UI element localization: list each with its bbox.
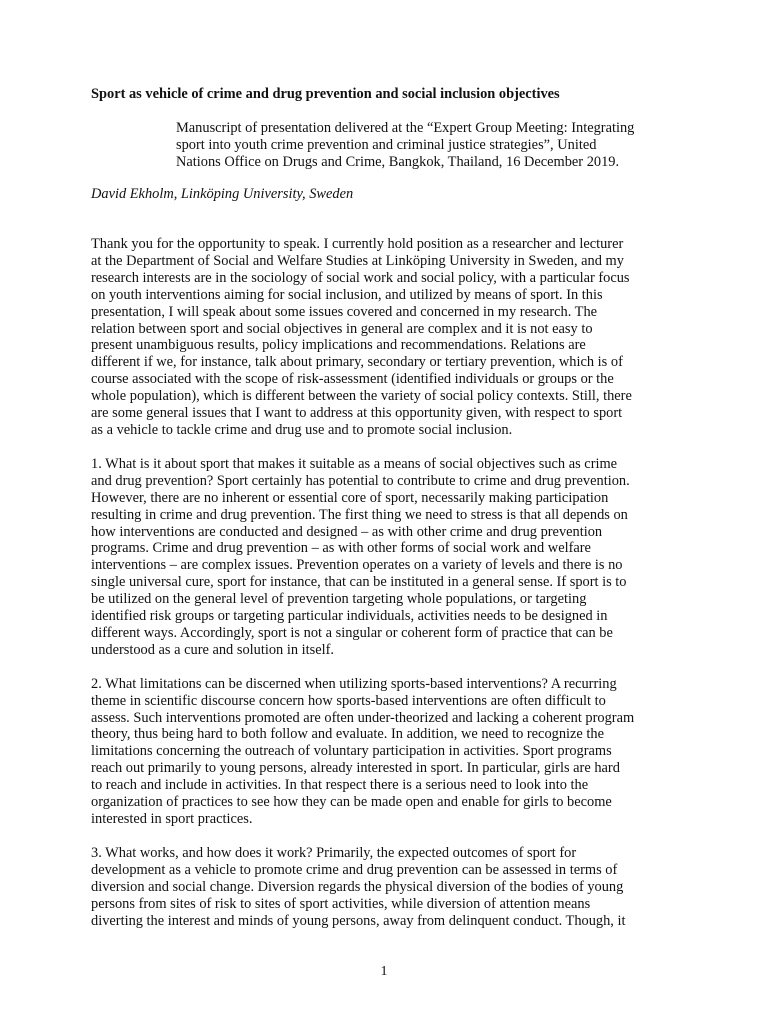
text-line: programs. Crime and drug prevention – as with other forms of social work and welfare [91,540,591,557]
presentation-note-line: sport into youth crime prevention and criminal justice strategies”, United [176,137,597,153]
text-line: interventions – are complex issues. Prevention operates on a variety of levels and there is no [91,557,623,574]
presentation-note-line: Manuscript of presentation delivered at the “Expert Group Meeting: Integrating [176,120,635,136]
text-line: different if we, for instance, talk about primary, secondary or tertiary prevention, which is of [91,354,623,371]
text-line: theory, thus being hard to both follow and evaluate. In addition, we need to recognize the [91,726,604,743]
text-line: limitations concerning the outreach of voluntary participation in activities. Sport programs [91,743,612,760]
text-line: theme in scientific discourse concern how sports-based interventions are often difficult to [91,692,606,709]
text-line: single universal cure, sport for instance, that can be instituted in a general sense. If sport is to [91,574,627,591]
text-line: persons from sites of risk to sites of sport activities, while diversion of attention means [91,895,591,912]
text-line: presentation, I will speak about some issues covered and concerned in my research. The [91,303,598,320]
text-line: reach out primarily to young persons, already interested in sport. In particular, girls are hard [91,760,620,777]
text-line: whole population), which is different between the variety of social policy contexts. Still, there [91,388,632,405]
presentation-note [176,120,691,171]
text-line: and drug prevention? Sport certainly has potential to contribute to crime and drug prevention. [91,472,630,489]
paragraph-intro [91,236,691,439]
text-line: research interests are in the sociology of social work and social policy, with a particular focus [91,269,630,286]
text-line: to reach and include in activities. In that respect there is a serious need to look into the [91,777,589,794]
text-line: Thank you for the opportunity to speak. I currently hold position as a researcher and lecturer [91,236,624,252]
page-number: 1 [380,964,388,979]
text-line: how interventions are conducted and designed – as with other crime and drug prevention [91,523,603,540]
page-content [91,86,691,929]
text-line: development as a vehicle to promote crime and drug prevention can be assessed in terms of [91,861,618,878]
text-line: as a vehicle to tackle crime and drug use and to promote social inclusion. [91,421,513,438]
text-line: organization of practices to see how they can be made open and enable for girls to become [91,794,612,811]
paragraph-point-1 [91,456,691,659]
author-affiliation: David Ekholm, Linköping University, Sweden [91,186,354,202]
text-line: However, there are no inherent or essential core of sport, necessarily making participation [91,489,609,506]
text-line: diverting the interest and minds of young persons, away from delinquent conduct. Though, it [91,912,626,929]
paragraph-point-2 [91,676,691,828]
text-line: interested in sport practices. [91,811,253,827]
text-line: are some general issues that I want to address at this opportunity given, with respect to sport [91,405,623,422]
text-line: relation between sport and social objectives in general are complex and it is not easy to [91,320,593,337]
document-title: Sport as vehicle of crime and drug prevention and social inclusion objectives [91,86,560,102]
text-line: present unambiguous results, policy implications and recommendations. Relations are [91,337,586,354]
text-line: on youth interventions aiming for social inclusion, and utilized by means of sport. In this [91,286,603,303]
paragraph-point-3 [91,845,691,930]
text-line: diversion and social change. Diversion regards the physical diversion of the bodies of young [91,878,624,895]
text-line: different ways. Accordingly, sport is not a singular or coherent form of practice that can be [91,624,613,641]
text-line: understood as a cure and solution in itself. [91,641,334,658]
text-line: 3. What works, and how does it work? Primarily, the expected outcomes of sport for [91,844,577,861]
text-line: course associated with the scope of risk-assessment (identified individuals or groups or the [91,371,614,388]
text-line: be utilized on the general level of prevention targeting whole populations, or targeting [91,591,587,608]
text-line: resulting in crime and drug prevention. The first thing we need to stress is that all depends on [91,506,628,523]
text-line: 2. What limitations can be discerned when utilizing sports-based interventions? A recurring [91,675,617,692]
presentation-note-line: Nations Office on Drugs and Crime, Bangkok, Thailand, 16 December 2019. [176,154,620,170]
text-line: assess. Such interventions promoted are often under-theorized and lacking a coherent program [91,709,635,726]
text-line: identified risk groups or targeting particular individuals, activities needs to be designed in [91,608,608,625]
text-line: 1. What is it about sport that makes it suitable as a means of social objectives such as crime [91,455,618,472]
text-line: at the Department of Social and Welfare Studies at Linköping University in Sweden, and my [91,252,624,269]
